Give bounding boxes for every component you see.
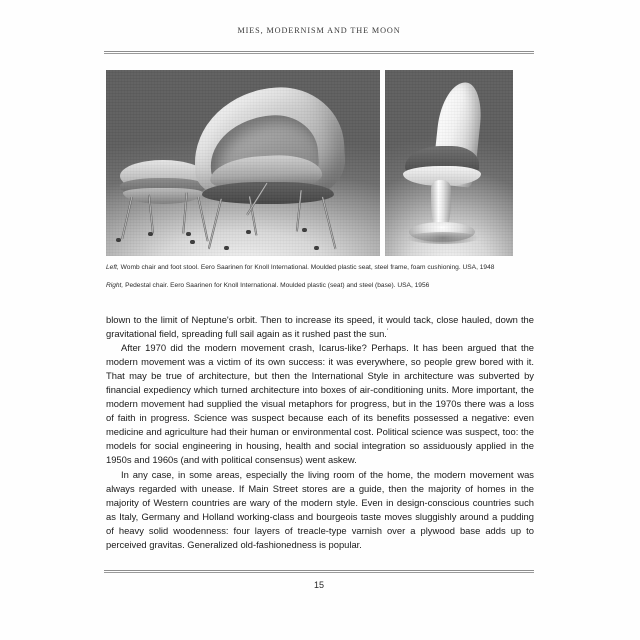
- paragraph-1-text: blown to the limit of Neptune's orbit. Then to increase its speed, it would tack, close hauled, down the gravitational field, spreading full sail again as it rushed past the sun.: [106, 314, 534, 340]
- page-number: 15: [313, 580, 324, 590]
- body-text: [106, 313, 534, 552]
- caption-left-text: Womb chair and foot stool. Eero Saarinen for Knoll International. Moulded plastic seat, steel frame, foam cushioning. USA, 1948: [118, 264, 495, 271]
- caption-right-text: Pedestal chair. Eero Saarinen for Knoll International. Moulded plastic (seat) and steel (base). USA, 1956: [123, 281, 430, 289]
- paragraph-2: After 1970 did the modern movement crash, Icarus-like? Perhaps. It has been argued that the modern movement was a victim of its own success: it was everywhere, so people grew bored with it. That may be true of architecture, but then the International Style in architecture was subverted by financial expediency which turned architecture into boxes of air-conditioning units. More important, the modern movement had supplied the visual metaphors for progress, but in the 1970s there was a loss of faith in progress. Science was suspect because each of its benefits possessed a negative: even medicine and agriculture had their human or environmental cost. Political science was suspect, too: the models for social engineering in housing, health and social integration so assiduously applied in the 1950s and 1960s (and with political consensus) went askew.: [106, 342, 534, 466]
- paragraph-3: In any case, in some areas, especially the living room of the home, the modern movement was always regarded with unease. If Main Street stores are a guide, then the majority of homes in the majority of Western countries are wary of the modern style. Even in design-conscious countries such as Italy, Germany and Holland working-class and bourgeois taste moves sluggishly around a pudding of heavy solid woodenness: four layers of treacle-type varnish over a plywood base adds up to perceived gravitas. Generalized old-fashionedness is popular.: [106, 468, 534, 550]
- caption-right-lead: Right,: [106, 281, 124, 289]
- photo-grain: [106, 70, 380, 256]
- header-rule: [104, 51, 534, 54]
- footer-rule: [104, 570, 534, 573]
- figure-captions: [106, 263, 534, 291]
- figure-womb-chair-photo: [106, 70, 380, 256]
- running-head: MIES, MODERNISM AND THE MOON: [237, 26, 401, 35]
- caption-left: [106, 263, 534, 274]
- caption-right: [106, 281, 534, 292]
- figure-pedestal-chair-photo: [385, 70, 513, 256]
- caption-left-lead: Left,: [106, 264, 119, 271]
- photo-grain: [385, 70, 513, 256]
- footnote-marker: ': [386, 328, 389, 335]
- paragraph-continuation: [106, 313, 534, 341]
- figure-row: [106, 70, 513, 256]
